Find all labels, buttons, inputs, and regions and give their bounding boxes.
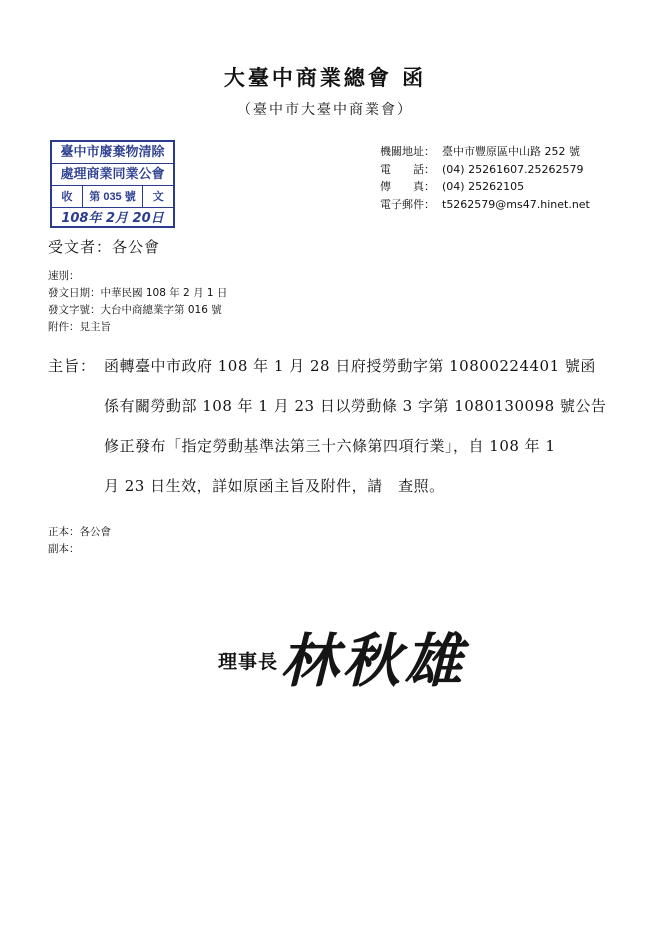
subject-line: 函轉臺中市政府 108 年 1 月 28 日府授勞動字第 10800224401 號函 — [104, 357, 596, 375]
contact-fax — [380, 178, 590, 196]
contact-block — [380, 143, 590, 213]
document-meta — [48, 268, 227, 336]
stamp-org-line1: 臺中市廢棄物清除 — [52, 142, 173, 164]
contact-phone — [380, 161, 590, 179]
document-title: 大臺中商業總會 函 — [223, 65, 427, 90]
meta-number: 發文字號：大台中商總業字第 016 號 — [48, 304, 222, 316]
subject-line: 係有關勞動部 108 年 1 月 23 日以勞動條 3 字第 1080130098 號公告 — [104, 397, 607, 415]
contact-value: (04) 25261607.25262579 — [442, 162, 584, 176]
document-subtitle: （臺中市大臺中商業會） — [237, 102, 413, 118]
stamp-recv-number: 第 035 號 — [82, 186, 144, 207]
contact-value: t5262579@ms47.hinet.net — [442, 197, 590, 211]
stamp-recv-label: 收 — [61, 190, 73, 203]
copies-block — [48, 524, 111, 558]
recipient-line: 受文者：各公會 — [48, 238, 161, 256]
subject-line: 月 23 日生效，詳如原函主旨及附件，請 查照。 — [104, 477, 445, 495]
signature-name: 林秋雄 — [280, 627, 467, 695]
contact-email — [380, 196, 590, 214]
stamp-org-line2: 處理商業同業公會 — [52, 164, 173, 186]
stamp-recv-doc: 文 — [152, 190, 164, 203]
meta-attachment: 附件：見主旨 — [48, 321, 111, 333]
receipt-stamp — [50, 140, 175, 228]
contact-value: (04) 25262105 — [442, 180, 525, 193]
contact-value: 臺中市豐原區中山路 252 號 — [442, 145, 580, 158]
meta-date: 發文日期：中華民國 108 年 2 月 1 日 — [48, 287, 228, 299]
contact-address — [380, 143, 590, 161]
stamp-receipt-row — [52, 186, 173, 208]
stamp-date: 108年 2月 20日 — [61, 211, 164, 226]
copies-cc: 副本： — [48, 543, 80, 555]
subject-line: 修正發布「指定勞動基準法第三十六條第四項行業」，自 108 年 1 — [104, 437, 556, 455]
contact-label: 電子郵件： — [380, 197, 435, 211]
contact-label: 電 話： — [380, 162, 435, 176]
subject-label: 主旨： — [48, 357, 97, 375]
contact-label: 機關地址： — [380, 145, 435, 158]
contact-label: 傳 真： — [380, 180, 435, 193]
meta-speed: 速別： — [48, 270, 80, 282]
copies-original: 正本：各公會 — [48, 526, 111, 538]
signatory-title: 理事長 — [218, 651, 279, 673]
